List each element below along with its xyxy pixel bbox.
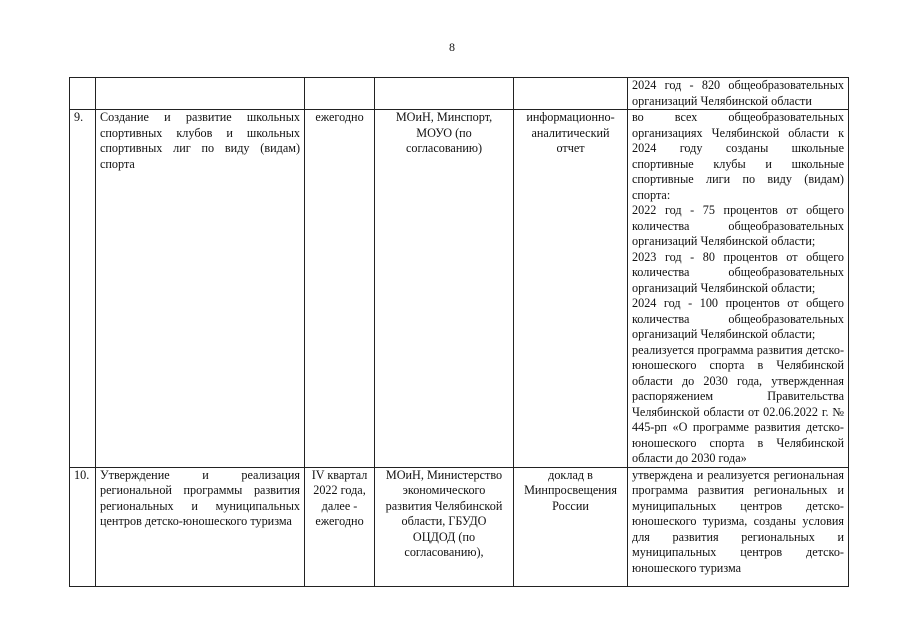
activity-plan-table (69, 77, 849, 587)
executors-cell: МОиН, Министерство экономического развития Челябинской области, ГБУДО ОЦДОД (по согласованию), (375, 467, 514, 586)
result-cell (628, 110, 849, 468)
table-row (70, 110, 849, 468)
executors-cell (375, 78, 514, 110)
result-paragraph: реализуется программа развития детско-юношеского спорта в Челябинской области до 2030 года, утвержденная распоряжением Правительства Челябинской области от 02.06.2022 г. № 445-рп «О программе развития детско-юношеского спорта в Челябинской области до 2030 года» (632, 342, 844, 465)
result-paragraph: 2024 год - 100 процентов от общего количества общеобразовательных организаций Челябинской области; (632, 296, 844, 341)
result-paragraph: во всех общеобразовательных организациях Челябинской области к 2024 году созданы школьные спортивные клубы и школьные спортивные лиги по виду (видам) спорта: (632, 110, 844, 202)
result-cell (628, 78, 849, 110)
result-paragraph: 2022 год - 75 процентов от общего количества общеобразовательных организаций Челябинской области; (632, 203, 844, 248)
result-paragraph: 2023 год - 80 процентов от общего количества общеобразовательных организаций Челябинской области; (632, 249, 844, 295)
document-type-cell: доклад в Минпросвещения России (514, 467, 628, 586)
result-cell (628, 467, 849, 586)
row-number-cell (70, 78, 96, 110)
document-type-cell: информационно-аналитический отчет (514, 110, 628, 468)
row-number-cell: 9. (70, 110, 96, 468)
result-paragraph: утверждена и реализуется региональная программа развития региональных и муниципальных центров детско-юношеского туризма, созданы условия для развития региональных и муниципальных центров детско-юношеского туризма (632, 467, 844, 575)
result-paragraph: 2024 год - 820 общеобразовательных организаций Челябинской области (632, 78, 844, 108)
row-number-cell: 10. (70, 467, 96, 586)
document-type-cell (514, 78, 628, 110)
deadline-cell: ежегодно (305, 110, 375, 468)
deadline-cell (305, 78, 375, 110)
executors-cell: МОиН, Минспорт, МОУО (по согласованию) (375, 110, 514, 468)
activity-name-cell (96, 78, 305, 110)
activity-name-cell: Утверждение и реализация региональной программы развития региональных и муниципальных центров детско-юношеского туризма (96, 467, 305, 586)
deadline-cell: IV квартал 2022 года, далее - ежегодно (305, 467, 375, 586)
page-number: 8 (449, 40, 455, 54)
table-row (70, 78, 849, 110)
activity-name-cell: Создание и развитие школьных спортивных клубов и школьных спортивных лиг по виду (видам) спорта (96, 110, 305, 468)
table-row (70, 467, 849, 586)
